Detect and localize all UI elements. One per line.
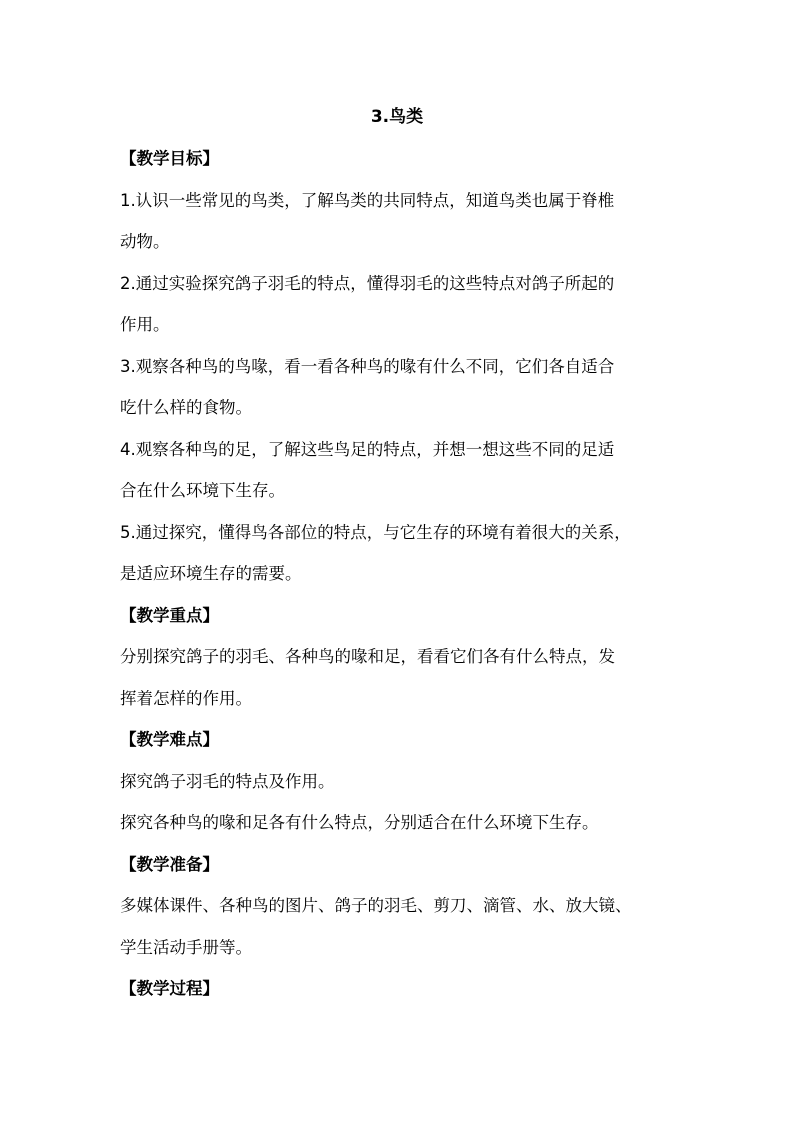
goals-line: 作用。 bbox=[120, 315, 170, 334]
goals-line: 4.观察各种鸟的足，了解这些鸟足的特点，并想一想这些不同的足适 bbox=[120, 440, 615, 459]
section-heading-key-points: 【教学重点】 bbox=[120, 606, 219, 625]
key-points-line: 分别探究鸽子的羽毛、各种鸟的喙和足，看看它们各有什么特点，发 bbox=[120, 647, 615, 666]
goals-line: 是适应环境生存的需要。 bbox=[120, 564, 302, 583]
section-heading-preparation: 【教学准备】 bbox=[120, 855, 219, 874]
goals-line: 1.认识一些常见的鸟类，了解鸟类的共同特点，知道鸟类也属于脊椎 bbox=[120, 191, 615, 210]
goals-line: 2.通过实验探究鸽子羽毛的特点，懂得羽毛的这些特点对鸽子所起的 bbox=[120, 274, 615, 293]
goals-line: 动物。 bbox=[120, 232, 170, 251]
goals-line: 5.通过探究，懂得鸟各部位的特点，与它生存的环境有着很大的关系， bbox=[120, 523, 631, 542]
section-heading-goals: 【教学目标】 bbox=[120, 149, 219, 168]
document-title: 3.鸟类 bbox=[370, 107, 424, 127]
difficulties-line: 探究各种鸟的喙和足各有什么特点，分别适合在什么环境下生存。 bbox=[120, 813, 599, 832]
goals-line: 吃什么样的食物。 bbox=[120, 398, 252, 417]
key-points-line: 挥着怎样的作用。 bbox=[120, 689, 252, 708]
section-heading-difficulties: 【教学难点】 bbox=[120, 730, 219, 749]
section-heading-process: 【教学过程】 bbox=[120, 979, 219, 998]
preparation-line: 学生活动手册等。 bbox=[120, 938, 252, 957]
difficulties-line: 探究鸽子羽毛的特点及作用。 bbox=[120, 772, 335, 791]
preparation-line: 多媒体课件、各种鸟的图片、鸽子的羽毛、剪刀、滴管、水、放大镜、 bbox=[120, 896, 632, 915]
goals-line: 3.观察各种鸟的鸟喙，看一看各种鸟的喙有什么不同，它们各自适合 bbox=[120, 357, 615, 376]
goals-line: 合在什么环境下生存。 bbox=[120, 481, 285, 500]
